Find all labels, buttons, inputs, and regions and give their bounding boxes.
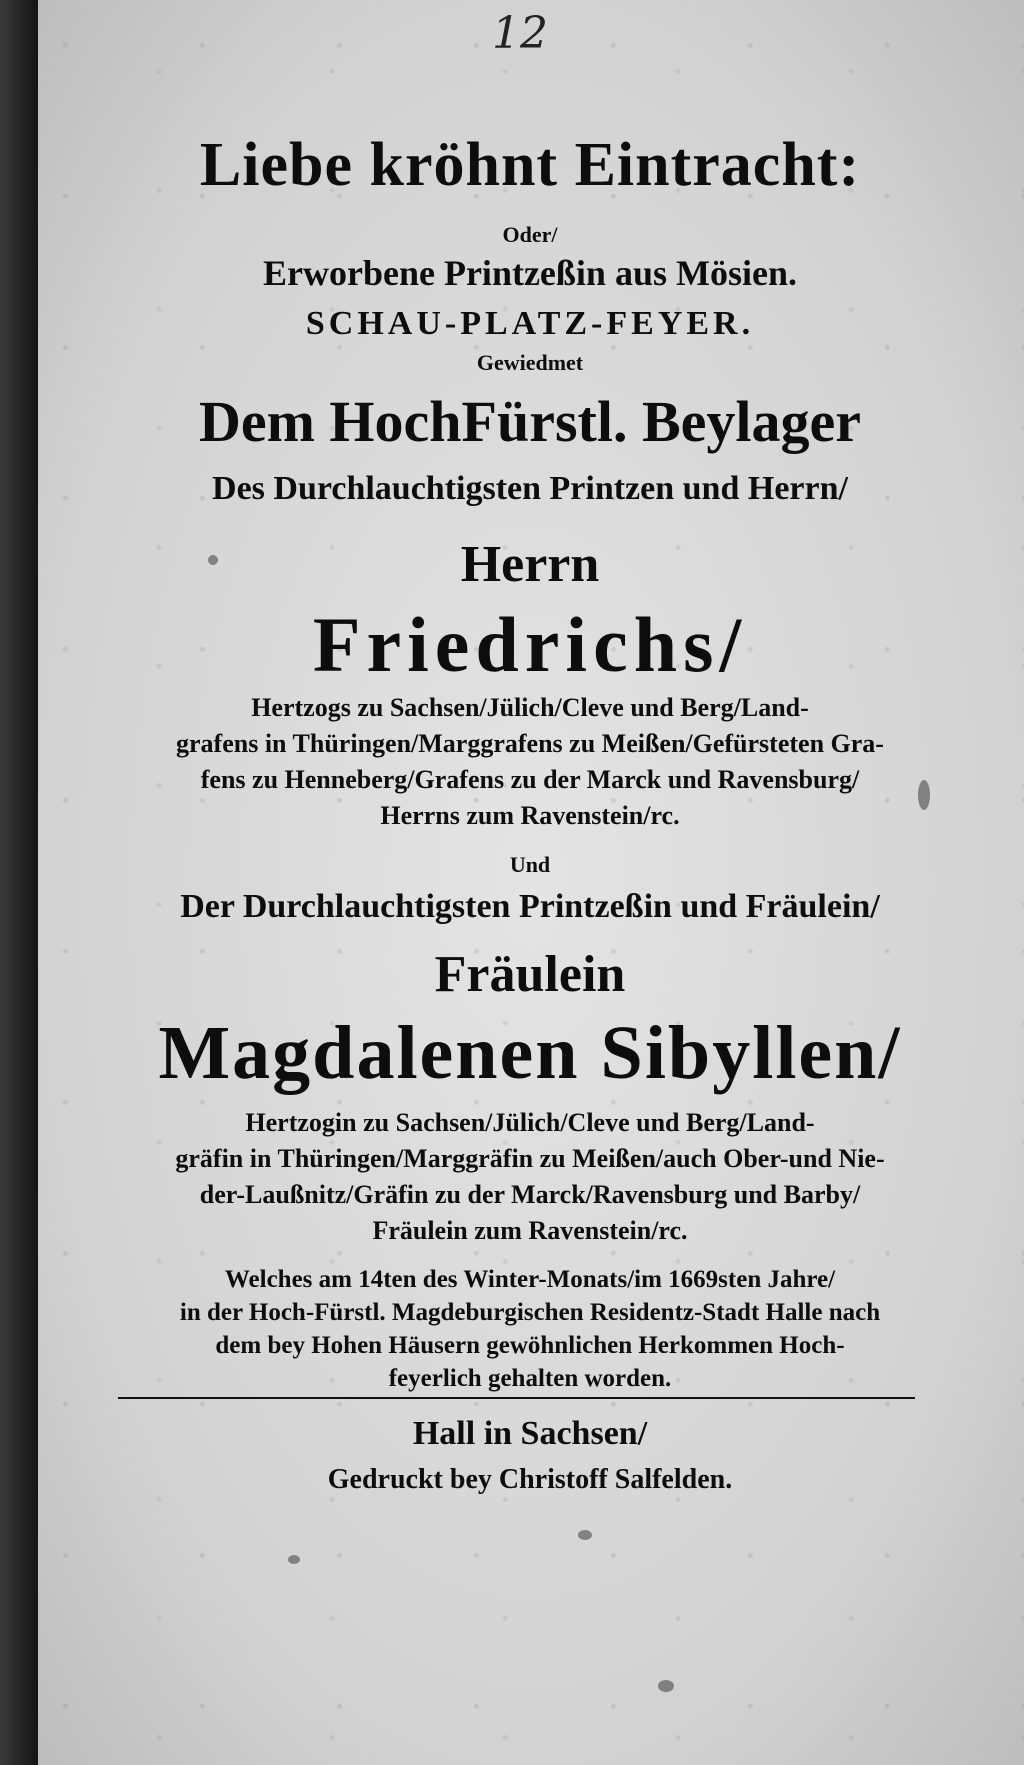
princess-title-line: Hertzogin zu Sachsen/Jülich/Cleve und Berg/Land- bbox=[245, 1108, 815, 1137]
und-label: Und bbox=[509, 852, 551, 877]
princess-title-line: gräfin in Thüringen/Marggräfin zu Meißen/auch Ober-und Nie- bbox=[175, 1144, 885, 1173]
genre-label: SCHAU-PLATZ-FEYER. bbox=[305, 305, 755, 342]
event-line: in der Hoch-Fürstl. Magdeburgischen Residentz-Stadt Halle nach bbox=[179, 1299, 881, 1326]
event-line: Welches am 14ten des Winter-Monats/im 1669sten Jahre/ bbox=[224, 1266, 836, 1293]
subtitle: Erworbene Printzeßin aus Mösien. bbox=[263, 253, 797, 293]
prince-title-line: grafens in Thüringen/Marggrafens zu Meißen/Gefürsteten Gra- bbox=[176, 729, 884, 758]
event-line: dem bey Hohen Häusern gewöhnlichen Herkommen Hoch- bbox=[215, 1332, 845, 1359]
dedication-label: Gewiedmet bbox=[476, 350, 584, 375]
oder-label: Oder/ bbox=[502, 222, 558, 247]
divider-rule bbox=[118, 1397, 915, 1399]
ink-spot bbox=[288, 1555, 300, 1564]
prince-title-line: Hertzogs zu Sachsen/Jülich/Cleve und Berg/Land- bbox=[251, 693, 809, 722]
prince-title-line: fens zu Henneberg/Grafens zu der Marck und Ravensburg/ bbox=[200, 765, 860, 794]
princess-intro: Der Durchlauchtigsten Printzeßin und Fräulein/ bbox=[180, 888, 880, 925]
princess-honorific: Fräulein bbox=[434, 946, 626, 1003]
imprint-place: Hall in Sachsen/ bbox=[412, 1415, 648, 1452]
prince-titles bbox=[100, 690, 960, 834]
page-number: 12 bbox=[492, 8, 548, 59]
imprint-printer: Gedruckt bey Christoff Salfelden. bbox=[327, 1464, 733, 1495]
prince-name: Friedrichs/ bbox=[312, 601, 748, 688]
princess-title-line: der-Laußnitz/Gräfin zu der Marck/Ravensburg und Barby/ bbox=[199, 1180, 861, 1209]
prince-intro: Des Durchlauchtigsten Printzen und Herrn/ bbox=[212, 470, 848, 507]
event-line: feyerlich gehalten worden. bbox=[388, 1365, 672, 1392]
event-description bbox=[100, 1263, 960, 1395]
occasion-heading: Dem HochFürstl. Beylager bbox=[198, 389, 861, 454]
ink-spot bbox=[658, 1680, 674, 1692]
princess-title-line: Fräulein zum Ravenstein/rc. bbox=[372, 1216, 688, 1245]
main-title: Liebe kröhnt Eintracht: bbox=[199, 131, 861, 199]
prince-title-line: Herrns zum Ravenstein/rc. bbox=[380, 801, 680, 830]
page-edge-shadow bbox=[0, 0, 38, 1765]
ink-spot bbox=[578, 1530, 592, 1540]
princess-titles bbox=[100, 1105, 960, 1249]
princess-name: Magdalenen Sibyllen/ bbox=[158, 1011, 902, 1095]
prince-honorific: Herrn bbox=[460, 536, 600, 593]
